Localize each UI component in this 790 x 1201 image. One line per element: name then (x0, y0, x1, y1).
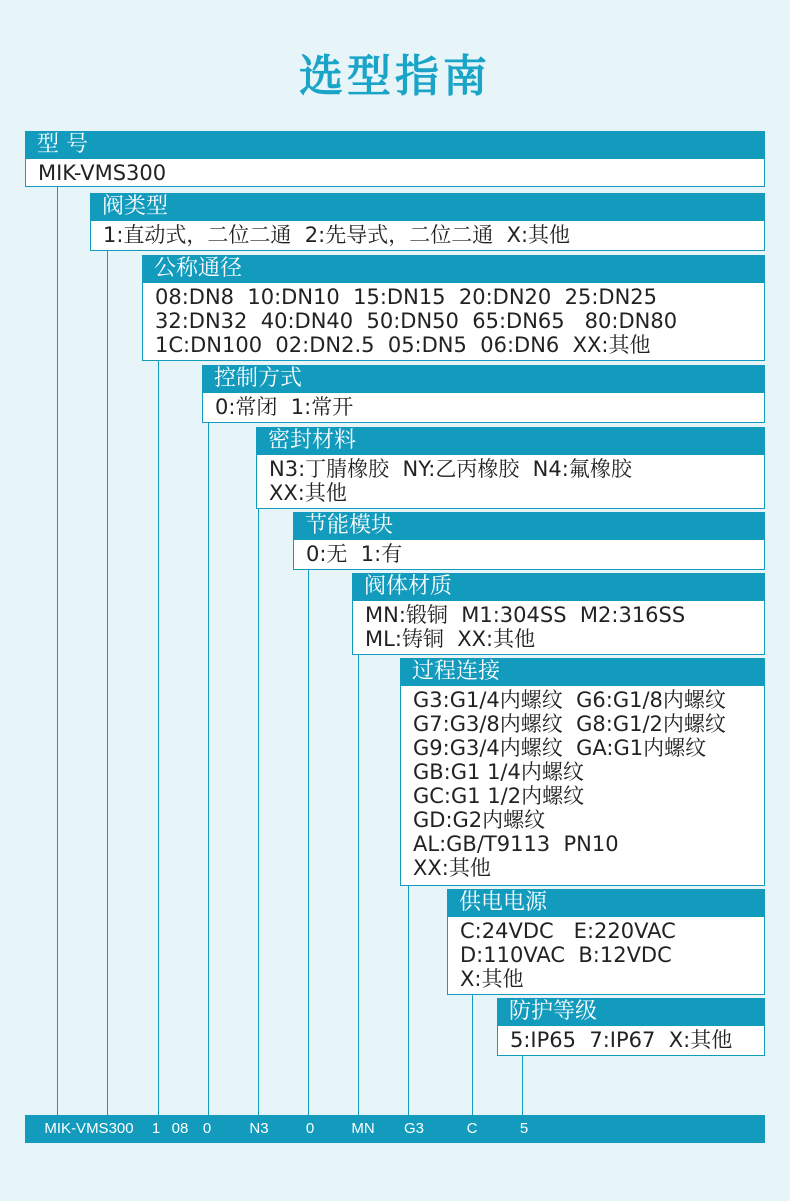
option-line: 1C:DN100 02:DN2.5 05:DN5 06:DN6 XX:其他 (155, 333, 651, 357)
option-line: 32:DN32 40:DN40 50:DN50 65:DN65 80:DN80 (155, 309, 678, 333)
section-body (202, 393, 765, 423)
model-code-segment: C (466, 1120, 478, 1137)
connector-line (258, 509, 259, 1115)
section-energy-module (293, 512, 765, 570)
model-code-segment: 0 (202, 1120, 212, 1137)
option-line: N3:丁腈橡胶 NY:乙丙橡胶 N4:氟橡胶 (269, 457, 632, 481)
section-control-mode (202, 365, 765, 423)
section-body (447, 917, 765, 995)
connector-line (208, 423, 209, 1115)
page-title: 选型指南 (299, 51, 491, 102)
option-line: 08:DN8 10:DN10 15:DN15 20:DN20 25:DN25 (155, 285, 658, 309)
section-power-supply (447, 889, 765, 995)
model-code-segment: 5 (519, 1120, 529, 1137)
option-line: XX:其他 (269, 481, 347, 505)
model-code-bar (25, 1115, 765, 1143)
model-code-segment: N3 (249, 1120, 269, 1137)
option-line: G9:G3/4内螺纹 GA:G1内螺纹 (413, 736, 707, 760)
option-line: XX:其他 (413, 856, 491, 880)
section-header: 公称通径 (142, 255, 765, 283)
section-model (25, 131, 765, 187)
section-body (400, 686, 765, 886)
section-header: 阀类型 (90, 193, 765, 221)
option-line: 0:无 1:有 (306, 542, 403, 566)
section-header: 控制方式 (202, 365, 765, 393)
option-line: 0:常闭 1:常开 (215, 395, 354, 419)
connector-line (522, 1056, 523, 1115)
option-line: 1:直动式，二位二通 2:先导式，二位二通 X:其他 (103, 223, 571, 247)
model-code-segment: MN (351, 1120, 375, 1137)
option-line: D:110VAC B:12VDC (460, 943, 672, 967)
connector-line (308, 570, 309, 1115)
option-line: MIK-VMS300 (38, 161, 167, 185)
section-valve-type (90, 193, 765, 251)
connector-line (408, 886, 409, 1115)
section-body (90, 221, 765, 251)
section-body (497, 1026, 765, 1056)
connector-line (358, 655, 359, 1115)
section-header: 型 号 (25, 131, 765, 159)
connector-line (472, 995, 473, 1115)
section-body-material (352, 573, 765, 655)
model-code-segment: 0 (305, 1120, 315, 1137)
section-body (25, 159, 765, 187)
option-line: ML:铸铜 XX:其他 (365, 627, 536, 651)
connector-line (57, 187, 58, 1115)
model-code-segment: 08 (171, 1120, 189, 1137)
option-line: GB:G1 1/4内螺纹 (413, 760, 584, 784)
option-line: C:24VDC E:220VAC (460, 919, 676, 943)
model-code-segment: MIK-VMS300 (44, 1120, 134, 1137)
section-header: 阀体材质 (352, 573, 765, 601)
model-code-segment: G3 (403, 1120, 425, 1137)
option-line: MN:锻铜 M1:304SS M2:316SS (365, 603, 686, 627)
section-process-connection (400, 658, 765, 886)
section-seal-material (256, 427, 765, 509)
option-line: GC:G1 1/2内螺纹 (413, 784, 585, 808)
section-header: 过程连接 (400, 658, 765, 686)
section-header: 节能模块 (293, 512, 765, 540)
option-line: G3:G1/4内螺纹 G6:G1/8内螺纹 (413, 688, 726, 712)
section-header: 防护等级 (497, 998, 765, 1026)
connector-line (158, 361, 159, 1115)
option-line: G7:G3/8内螺纹 G8:G1/2内螺纹 (413, 712, 726, 736)
section-body (256, 455, 765, 509)
section-body (352, 601, 765, 655)
section-protection-grade (497, 998, 765, 1056)
section-header: 密封材料 (256, 427, 765, 455)
option-line: GD:G2内螺纹 (413, 808, 546, 832)
option-line: X:其他 (460, 967, 524, 991)
section-body (142, 283, 765, 361)
model-code-segment: 1 (151, 1120, 161, 1137)
connector-line (107, 251, 108, 1115)
option-line: 5:IP65 7:IP67 X:其他 (510, 1028, 733, 1052)
section-header: 供电电源 (447, 889, 765, 917)
section-nominal-diameter (142, 255, 765, 361)
option-line: AL:GB/T9113 PN10 (413, 832, 619, 856)
section-body (293, 540, 765, 570)
